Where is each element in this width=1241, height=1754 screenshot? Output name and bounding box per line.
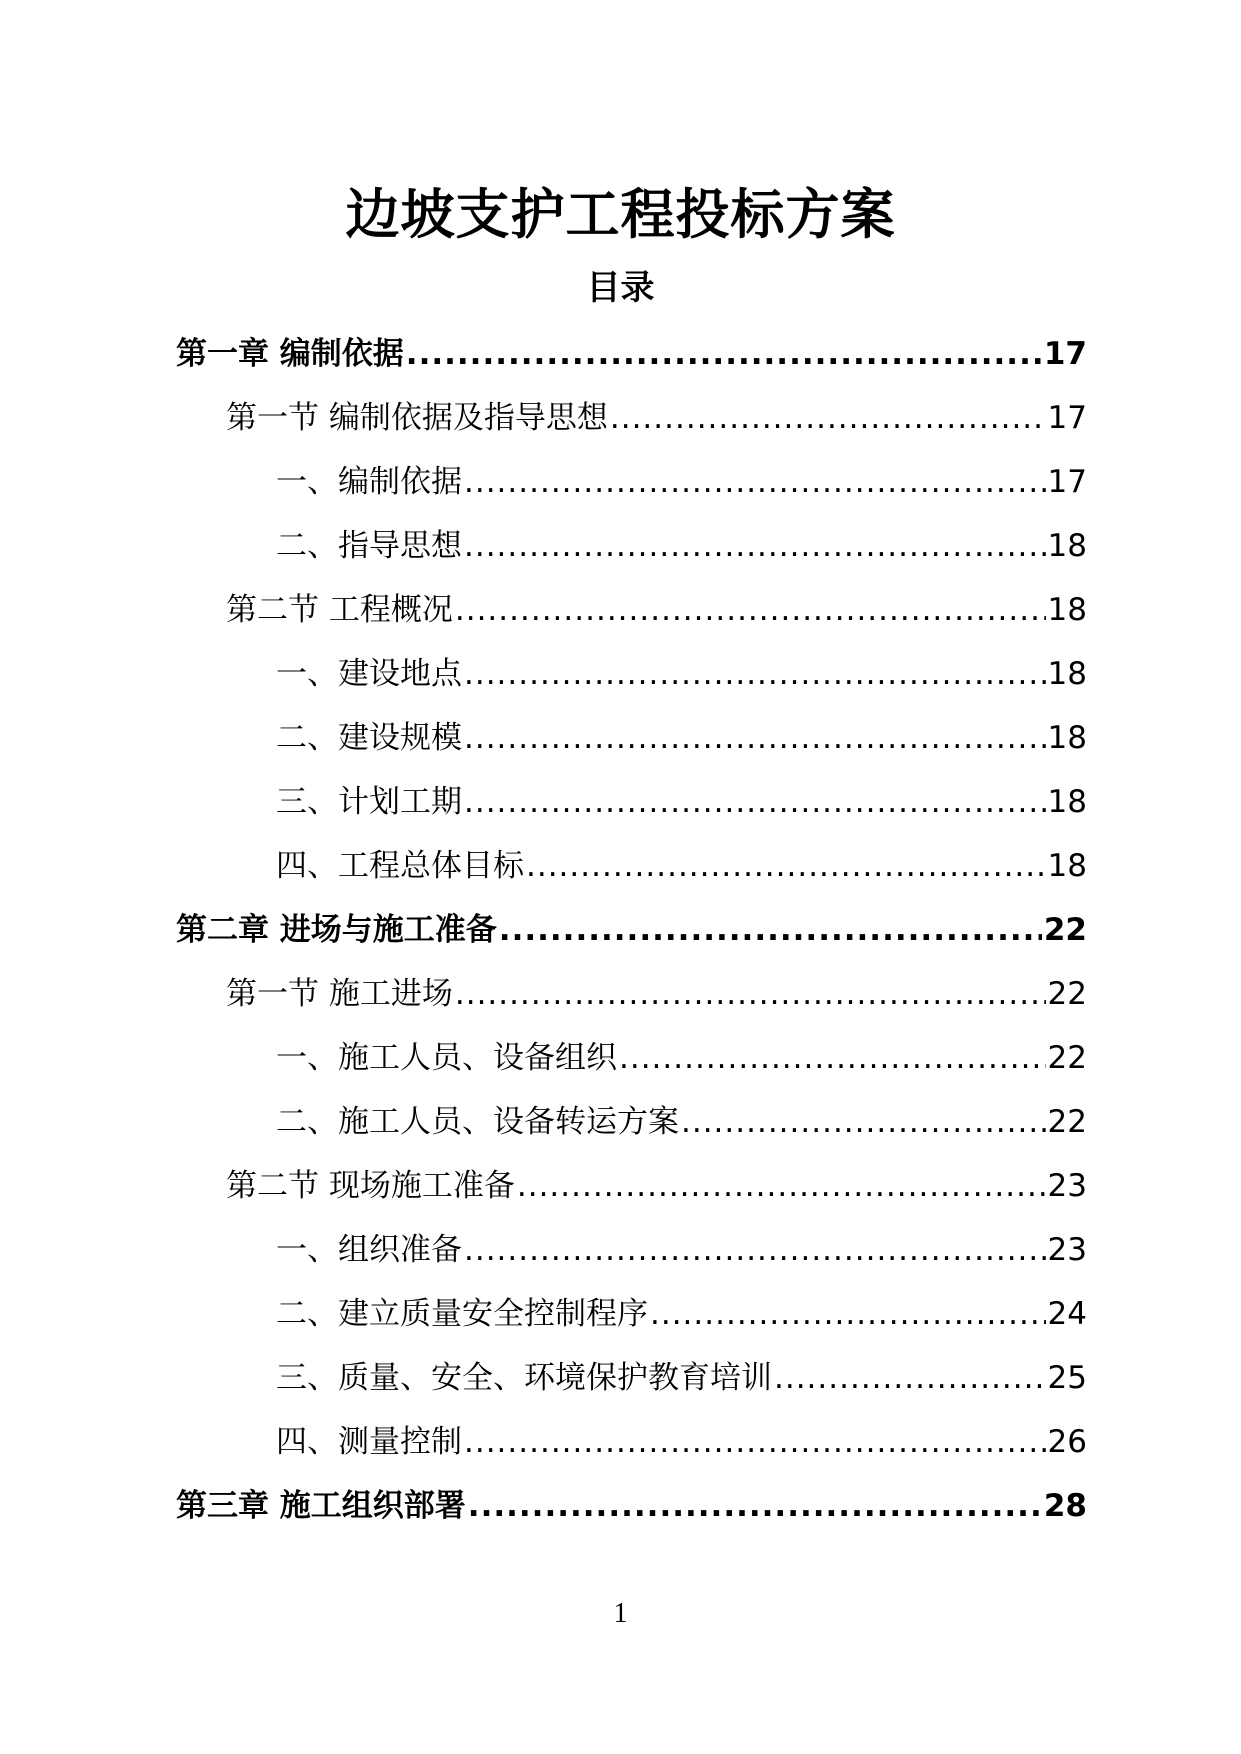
toc-entry-label: 第二章 进场与施工准备 bbox=[176, 912, 497, 948]
toc-entry-page: 18 bbox=[1047, 656, 1087, 692]
toc-entry[interactable] bbox=[276, 1032, 1087, 1074]
toc-leader-dots bbox=[774, 1360, 1046, 1396]
toc-leader-dots bbox=[526, 848, 1046, 884]
toc-leader-dots bbox=[464, 720, 1046, 756]
toc-leader-dots bbox=[619, 1040, 1046, 1076]
toc-entry-label: 二、指导思想 bbox=[276, 528, 462, 564]
toc-entry[interactable] bbox=[276, 1224, 1087, 1266]
toc-entry-label: 一、编制依据 bbox=[276, 464, 462, 500]
toc-leader-dots bbox=[464, 1232, 1046, 1268]
toc-entry[interactable] bbox=[276, 648, 1087, 690]
toc-leader-dots bbox=[681, 1104, 1046, 1140]
toc-entry-label: 一、施工人员、设备组织 bbox=[276, 1040, 617, 1076]
toc-entry[interactable] bbox=[176, 904, 1087, 946]
toc-entry[interactable] bbox=[226, 392, 1087, 434]
toc-leader-dots bbox=[610, 400, 1046, 436]
toc-entry[interactable] bbox=[226, 584, 1087, 626]
toc-entry[interactable] bbox=[276, 1096, 1087, 1138]
toc-entry-page: 18 bbox=[1047, 592, 1087, 628]
toc-entry[interactable] bbox=[226, 968, 1087, 1010]
toc-entry[interactable] bbox=[276, 1352, 1087, 1394]
toc-entry-label: 二、施工人员、设备转运方案 bbox=[276, 1104, 679, 1140]
toc-entry-page: 17 bbox=[1047, 400, 1087, 436]
toc-entry-label: 第二节 工程概况 bbox=[226, 592, 453, 628]
toc-entry[interactable] bbox=[276, 1416, 1087, 1458]
toc-leader-dots bbox=[455, 976, 1046, 1012]
toc-entry-label: 第一章 编制依据 bbox=[176, 336, 404, 372]
toc-entry[interactable] bbox=[176, 328, 1087, 370]
toc-entry-page: 18 bbox=[1047, 720, 1087, 756]
toc-leader-dots bbox=[464, 656, 1046, 692]
toc-leader-dots bbox=[455, 592, 1046, 628]
toc-entry-page: 22 bbox=[1047, 976, 1087, 1012]
toc-entry-page: 25 bbox=[1047, 1360, 1087, 1396]
toc-leader-dots bbox=[499, 912, 1042, 948]
toc-leader-dots bbox=[650, 1296, 1046, 1332]
toc-entry-label: 第三章 施工组织部署 bbox=[176, 1488, 466, 1524]
toc-entry-label: 三、质量、安全、环境保护教育培训 bbox=[276, 1360, 772, 1396]
document-title: 边坡支护工程投标方案 bbox=[345, 183, 896, 246]
toc-leader-dots bbox=[464, 464, 1046, 500]
toc-entry[interactable] bbox=[276, 456, 1087, 498]
toc-entry-label: 二、建设规模 bbox=[276, 720, 462, 756]
toc-entry-page: 17 bbox=[1043, 336, 1087, 372]
toc-entry-page: 17 bbox=[1047, 464, 1087, 500]
toc-entry[interactable] bbox=[276, 840, 1087, 882]
page-number: 1 bbox=[613, 1598, 628, 1629]
toc-entry-page: 28 bbox=[1043, 1488, 1087, 1524]
toc-entry-label: 一、组织准备 bbox=[276, 1232, 462, 1268]
toc-entry-label: 四、测量控制 bbox=[276, 1424, 462, 1460]
toc-entry-page: 23 bbox=[1047, 1168, 1087, 1204]
toc-entry[interactable] bbox=[226, 1160, 1087, 1202]
toc-entry-page: 18 bbox=[1047, 784, 1087, 820]
toc-entry-page: 26 bbox=[1047, 1424, 1087, 1460]
toc-leader-dots bbox=[464, 528, 1046, 564]
toc-entry-page: 23 bbox=[1047, 1232, 1087, 1268]
toc-entry-label: 第二节 现场施工准备 bbox=[226, 1168, 515, 1204]
toc-leader-dots bbox=[464, 784, 1046, 820]
toc-leader-dots bbox=[406, 336, 1042, 372]
toc-entry-label: 二、建立质量安全控制程序 bbox=[276, 1296, 648, 1332]
toc-entry-page: 24 bbox=[1047, 1296, 1087, 1332]
toc-entry-page: 22 bbox=[1047, 1040, 1087, 1076]
toc-entry-label: 一、建设地点 bbox=[276, 656, 462, 692]
toc-leader-dots bbox=[468, 1488, 1042, 1524]
toc-entry-page: 18 bbox=[1047, 848, 1087, 884]
toc-entry[interactable] bbox=[276, 776, 1087, 818]
toc-entry-page: 22 bbox=[1043, 912, 1087, 948]
toc-leader-dots bbox=[464, 1424, 1046, 1460]
toc-entry-page: 18 bbox=[1047, 528, 1087, 564]
toc-entry-label: 三、计划工期 bbox=[276, 784, 462, 820]
toc-entry[interactable] bbox=[176, 1480, 1087, 1522]
toc-entry-label: 四、工程总体目标 bbox=[276, 848, 524, 884]
toc-entry-label: 第一节 施工进场 bbox=[226, 976, 453, 1012]
toc-heading: 目录 bbox=[586, 268, 655, 308]
toc-entry-page: 22 bbox=[1047, 1104, 1087, 1140]
toc-entry[interactable] bbox=[276, 1288, 1087, 1330]
toc-entry-label: 第一节 编制依据及指导思想 bbox=[226, 400, 608, 436]
toc-leader-dots bbox=[517, 1168, 1046, 1204]
toc-entry[interactable] bbox=[276, 712, 1087, 754]
toc-entry[interactable] bbox=[276, 520, 1087, 562]
